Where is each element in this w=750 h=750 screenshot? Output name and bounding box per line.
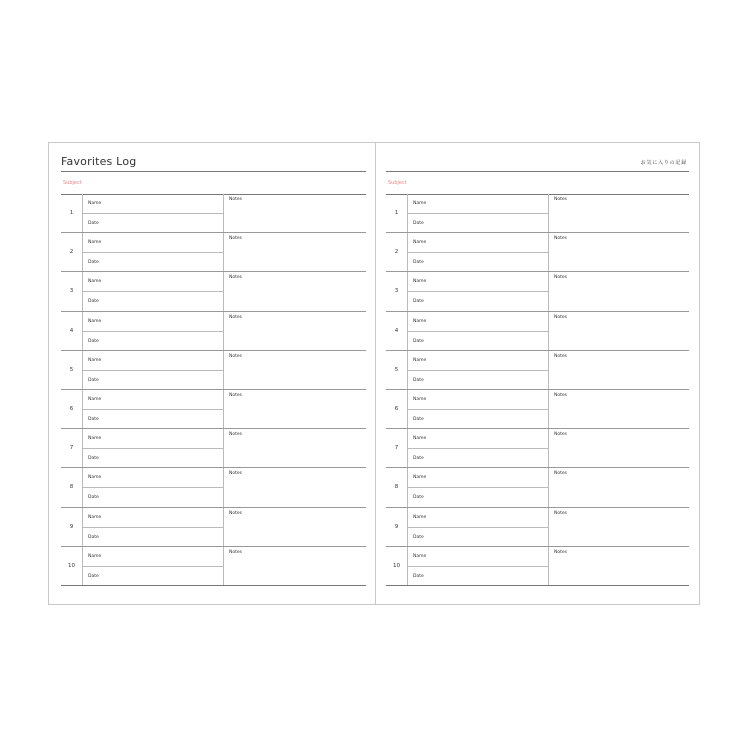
notes-label: Notes	[229, 275, 242, 281]
name-label: Name	[88, 475, 102, 481]
left-page-header	[61, 151, 366, 172]
name-date-cell	[83, 468, 224, 506]
entry-number: 6	[386, 390, 408, 428]
divider	[408, 331, 548, 332]
left-page	[49, 143, 375, 604]
name-label: Name	[413, 357, 427, 363]
name-label: Name	[88, 514, 102, 520]
name-date-cell	[408, 272, 549, 310]
name-label: Name	[413, 514, 427, 520]
notes-label: Notes	[229, 510, 242, 516]
name-date-cell	[83, 233, 224, 271]
notes-label: Notes	[229, 432, 242, 438]
name-label: Name	[413, 396, 427, 402]
log-entry-row	[386, 429, 689, 468]
date-label: Date	[413, 299, 424, 305]
date-label: Date	[413, 456, 424, 462]
divider	[408, 487, 548, 488]
notes-label: Notes	[554, 314, 567, 320]
date-label: Date	[88, 299, 99, 305]
date-label: Date	[88, 416, 99, 422]
date-label: Date	[413, 534, 424, 540]
log-entry-row	[61, 547, 366, 586]
entry-number: 1	[61, 194, 83, 232]
name-label: Name	[88, 240, 102, 246]
date-label: Date	[88, 534, 99, 540]
name-date-cell	[83, 390, 224, 428]
notes-label: Notes	[554, 510, 567, 516]
name-date-cell	[83, 194, 224, 232]
divider	[83, 487, 223, 488]
name-date-cell	[83, 351, 224, 389]
divider	[83, 213, 223, 214]
divider	[83, 252, 223, 253]
name-label: Name	[88, 396, 102, 402]
divider	[83, 370, 223, 371]
divider	[408, 370, 548, 371]
entry-number: 3	[61, 272, 83, 310]
log-entry-row	[386, 547, 689, 586]
notes-label: Notes	[229, 549, 242, 555]
date-label: Date	[88, 456, 99, 462]
name-date-cell	[408, 351, 549, 389]
subject-label: Subject	[388, 180, 407, 186]
entry-number: 6	[61, 390, 83, 428]
divider	[83, 291, 223, 292]
name-label: Name	[413, 475, 427, 481]
divider	[83, 448, 223, 449]
log-entry-row	[386, 468, 689, 507]
entry-number: 1	[386, 194, 408, 232]
notes-label: Notes	[554, 432, 567, 438]
entry-number: 5	[386, 351, 408, 389]
name-date-cell	[83, 547, 224, 585]
log-entry-row	[386, 194, 689, 233]
entry-number: 7	[386, 429, 408, 467]
date-label: Date	[413, 221, 424, 226]
entry-number: 8	[61, 468, 83, 506]
name-date-cell	[83, 272, 224, 310]
notes-label: Notes	[554, 549, 567, 555]
divider	[408, 566, 548, 567]
name-label: Name	[413, 318, 427, 324]
notes-label: Notes	[229, 197, 242, 202]
entry-number: 7	[61, 429, 83, 467]
name-date-cell	[408, 233, 549, 271]
page-title-japanese: お気に入りの記録	[640, 160, 687, 166]
divider	[83, 566, 223, 567]
notebook-spread	[48, 142, 700, 605]
name-date-cell	[408, 390, 549, 428]
name-label: Name	[413, 553, 427, 559]
date-label: Date	[413, 573, 424, 579]
name-label: Name	[413, 436, 427, 442]
divider	[408, 291, 548, 292]
name-date-cell	[83, 429, 224, 467]
notes-label: Notes	[554, 236, 567, 242]
entry-number: 9	[386, 508, 408, 546]
name-label: Name	[413, 279, 427, 285]
right-page	[376, 143, 702, 604]
name-date-cell	[408, 468, 549, 506]
subject-label: Subject	[63, 180, 82, 186]
divider	[408, 409, 548, 410]
divider	[408, 213, 548, 214]
log-entry-row	[61, 468, 366, 507]
notes-label: Notes	[554, 471, 567, 477]
notes-label: Notes	[554, 353, 567, 359]
entry-number: 3	[386, 272, 408, 310]
entry-number: 10	[61, 547, 83, 585]
page-title: Favorites Log	[61, 155, 137, 168]
name-label: Name	[88, 279, 102, 285]
notes-label: Notes	[554, 275, 567, 281]
notes-label: Notes	[229, 314, 242, 320]
date-label: Date	[88, 260, 99, 266]
divider	[83, 409, 223, 410]
entry-number: 4	[61, 312, 83, 350]
name-label: Name	[88, 553, 102, 559]
entry-number: 10	[386, 547, 408, 585]
notes-label: Notes	[229, 236, 242, 242]
notes-label: Notes	[229, 353, 242, 359]
entry-number: 2	[386, 233, 408, 271]
name-date-cell	[408, 194, 549, 232]
entry-number: 9	[61, 508, 83, 546]
date-label: Date	[413, 416, 424, 422]
date-label: Date	[88, 495, 99, 501]
notes-label: Notes	[229, 392, 242, 398]
log-entry-row	[61, 508, 366, 547]
log-entry-row	[61, 351, 366, 390]
name-label: Name	[88, 357, 102, 363]
entry-number: 8	[386, 468, 408, 506]
log-entry-row	[61, 194, 366, 233]
log-entry-row	[386, 272, 689, 311]
divider	[408, 527, 548, 528]
log-entry-row	[61, 272, 366, 311]
date-label: Date	[413, 260, 424, 266]
divider	[83, 527, 223, 528]
name-date-cell	[83, 508, 224, 546]
log-rows	[61, 194, 366, 586]
name-label: Name	[413, 201, 427, 206]
name-date-cell	[408, 429, 549, 467]
entry-number: 5	[61, 351, 83, 389]
date-label: Date	[88, 221, 99, 226]
log-rows	[386, 194, 689, 586]
date-label: Date	[413, 495, 424, 501]
date-label: Date	[413, 338, 424, 344]
name-date-cell	[83, 312, 224, 350]
divider	[83, 331, 223, 332]
name-label: Name	[413, 240, 427, 246]
name-date-cell	[408, 547, 549, 585]
date-label: Date	[88, 377, 99, 383]
name-label: Name	[88, 436, 102, 442]
log-entry-row	[61, 390, 366, 429]
date-label: Date	[413, 377, 424, 383]
divider	[408, 448, 548, 449]
date-label: Date	[88, 573, 99, 579]
log-entry-row	[61, 233, 366, 272]
log-entry-row	[386, 351, 689, 390]
date-label: Date	[88, 338, 99, 344]
right-page-header	[386, 151, 689, 172]
notes-label: Notes	[229, 471, 242, 477]
name-label: Name	[88, 318, 102, 324]
name-date-cell	[408, 312, 549, 350]
log-entry-row	[386, 390, 689, 429]
subject-line	[386, 180, 689, 195]
name-date-cell	[408, 508, 549, 546]
log-entry-row	[386, 233, 689, 272]
log-entry-row	[386, 312, 689, 351]
subject-line	[61, 180, 366, 195]
entry-number: 2	[61, 233, 83, 271]
name-label: Name	[88, 201, 102, 206]
log-entry-row	[61, 429, 366, 468]
log-entry-row	[61, 312, 366, 351]
entry-number: 4	[386, 312, 408, 350]
notes-label: Notes	[554, 197, 567, 202]
notes-label: Notes	[554, 392, 567, 398]
divider	[408, 252, 548, 253]
log-entry-row	[386, 508, 689, 547]
